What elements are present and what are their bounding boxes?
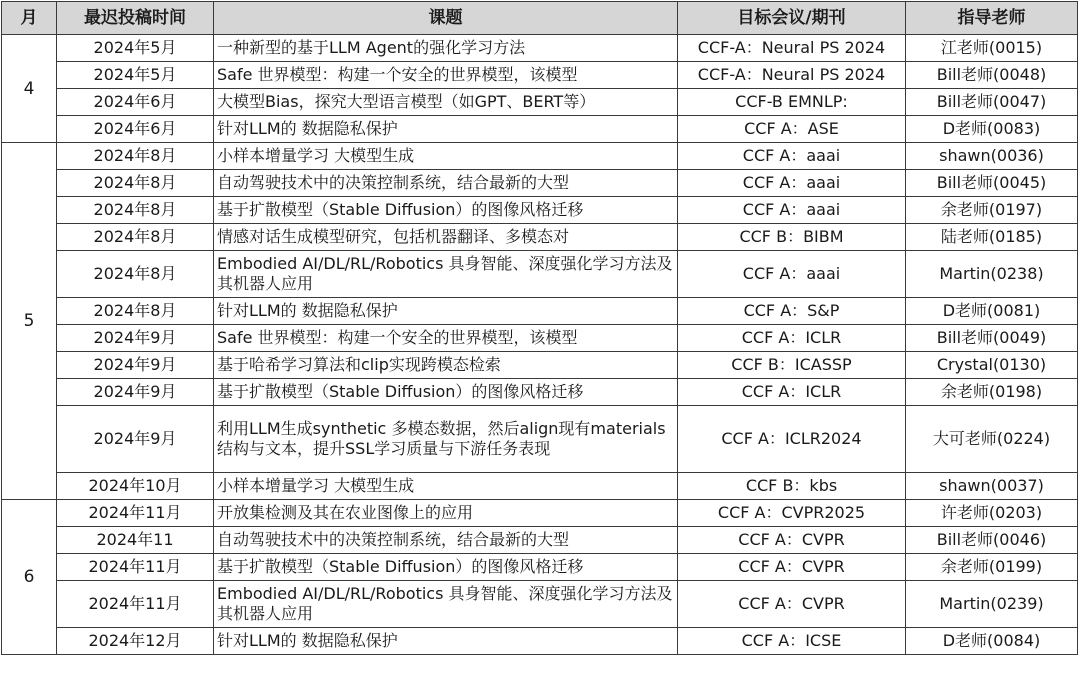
venue-cell: CCF B：ICASSP	[678, 352, 906, 379]
topic-cell: 基于扩散模型（Stable Diffusion）的图像风格迁移	[214, 554, 678, 581]
deadline-cell: 2024年8月	[57, 251, 214, 298]
topic-cell: 一种新型的基于LLM Agent的强化学习方法	[214, 35, 678, 62]
advisor-cell: 余老师(0197)	[906, 197, 1078, 224]
table-row	[2, 197, 1078, 224]
table-row	[2, 473, 1078, 500]
advisor-cell: Bill老师(0048)	[906, 62, 1078, 89]
venue-cell: CCF A：ICLR2024	[678, 406, 906, 473]
deadline-cell: 2024年8月	[57, 224, 214, 251]
topic-cell: Embodied AI/DL/RL/Robotics 具身智能、深度强化学习方法及其机器人应用	[214, 581, 678, 628]
table-row	[2, 224, 1078, 251]
venue-cell: CCF B：BIBM	[678, 224, 906, 251]
venue-cell: CCF A：ICLR	[678, 379, 906, 406]
header-month: 月	[2, 2, 57, 35]
table-row	[2, 554, 1078, 581]
table-row	[2, 143, 1078, 170]
deadline-cell: 2024年11月	[57, 581, 214, 628]
deadline-cell: 2024年5月	[57, 35, 214, 62]
deadline-cell: 2024年6月	[57, 116, 214, 143]
topic-cell: 基于扩散模型（Stable Diffusion）的图像风格迁移	[214, 197, 678, 224]
advisor-cell: 许老师(0203)	[906, 500, 1078, 527]
venue-cell: CCF A：S&P	[678, 298, 906, 325]
table-body	[2, 35, 1078, 655]
advisor-cell: Bill老师(0045)	[906, 170, 1078, 197]
deadline-cell: 2024年9月	[57, 352, 214, 379]
topic-cell: Embodied AI/DL/RL/Robotics 具身智能、深度强化学习方法及其机器人应用	[214, 251, 678, 298]
venue-cell: CCF A：ASE	[678, 116, 906, 143]
advisor-cell: Bill老师(0047)	[906, 89, 1078, 116]
topic-cell: 小样本增量学习 大模型生成	[214, 143, 678, 170]
topic-cell: 针对LLM的 数据隐私保护	[214, 628, 678, 655]
venue-cell: CCF A：aaai	[678, 251, 906, 298]
venue-cell: CCF A：ICSE	[678, 628, 906, 655]
topic-cell: 自动驾驶技术中的决策控制系统，结合最新的大型	[214, 527, 678, 554]
deadline-cell: 2024年8月	[57, 298, 214, 325]
table-row	[2, 62, 1078, 89]
deadline-cell: 2024年6月	[57, 89, 214, 116]
advisor-cell: 陆老师(0185)	[906, 224, 1078, 251]
topic-cell: 自动驾驶技术中的决策控制系统，结合最新的大型	[214, 170, 678, 197]
venue-cell: CCF A：aaai	[678, 170, 906, 197]
topic-cell: 基于哈希学习算法和clip实现跨模态检索	[214, 352, 678, 379]
table-row	[2, 628, 1078, 655]
table-row	[2, 116, 1078, 143]
topic-cell: Safe 世界模型：构建一个安全的世界模型，该模型	[214, 325, 678, 352]
topic-cell: 针对LLM的 数据隐私保护	[214, 116, 678, 143]
advisor-cell: 江老师(0015)	[906, 35, 1078, 62]
topic-cell: 开放集检测及其在农业图像上的应用	[214, 500, 678, 527]
venue-cell: CCF A：aaai	[678, 197, 906, 224]
advisor-cell: Bill老师(0049)	[906, 325, 1078, 352]
month-cell: 5	[2, 143, 57, 500]
header-topic: 课题	[214, 2, 678, 35]
topic-cell: Safe 世界模型：构建一个安全的世界模型，该模型	[214, 62, 678, 89]
header-venue: 目标会议/期刊	[678, 2, 906, 35]
deadline-cell: 2024年11月	[57, 554, 214, 581]
topic-cell: 情感对话生成模型研究，包括机器翻译、多模态对	[214, 224, 678, 251]
deadline-cell: 2024年8月	[57, 170, 214, 197]
venue-cell: CCF-A：Neural PS 2024	[678, 35, 906, 62]
deadline-cell: 2024年11月	[57, 500, 214, 527]
table-row	[2, 89, 1078, 116]
deadline-cell: 2024年9月	[57, 379, 214, 406]
advisor-cell: D老师(0083)	[906, 116, 1078, 143]
header-deadline: 最迟投稿时间	[57, 2, 214, 35]
month-cell: 4	[2, 35, 57, 143]
header-advisor: 指导老师	[906, 2, 1078, 35]
table-row	[2, 251, 1078, 298]
advisor-cell: shawn(0037)	[906, 473, 1078, 500]
venue-cell: CCF A：CVPR2025	[678, 500, 906, 527]
deadline-cell: 2024年12月	[57, 628, 214, 655]
venue-cell: CCF A：CVPR	[678, 581, 906, 628]
table-header-row	[2, 2, 1078, 35]
deadline-cell: 2024年5月	[57, 62, 214, 89]
table-row	[2, 527, 1078, 554]
advisor-cell: shawn(0036)	[906, 143, 1078, 170]
table-row	[2, 170, 1078, 197]
month-cell: 6	[2, 500, 57, 655]
venue-cell: CCF A：CVPR	[678, 554, 906, 581]
advisor-cell: Crystal(0130)	[906, 352, 1078, 379]
advisor-cell: 余老师(0198)	[906, 379, 1078, 406]
venue-cell: CCF A：aaai	[678, 143, 906, 170]
advisor-cell: D老师(0081)	[906, 298, 1078, 325]
advisor-cell: 余老师(0199)	[906, 554, 1078, 581]
venue-cell: CCF-B EMNLP:	[678, 89, 906, 116]
advisor-cell: Martin(0238)	[906, 251, 1078, 298]
table-row	[2, 325, 1078, 352]
deadline-cell: 2024年8月	[57, 197, 214, 224]
venue-cell: CCF A：ICLR	[678, 325, 906, 352]
deadline-cell: 2024年11	[57, 527, 214, 554]
topic-cell: 利用LLM生成synthetic 多模态数据，然后align现有materials结构与文本，提升SSL学习质量与下游任务表现	[214, 406, 678, 473]
deadline-cell: 2024年9月	[57, 406, 214, 473]
venue-cell: CCF B：kbs	[678, 473, 906, 500]
table-row	[2, 500, 1078, 527]
advisor-cell: Martin(0239)	[906, 581, 1078, 628]
advisor-cell: D老师(0084)	[906, 628, 1078, 655]
deadline-cell: 2024年9月	[57, 325, 214, 352]
deadline-cell: 2024年8月	[57, 143, 214, 170]
table-row	[2, 379, 1078, 406]
table-row	[2, 352, 1078, 379]
topic-cell: 针对LLM的 数据隐私保护	[214, 298, 678, 325]
table-row	[2, 35, 1078, 62]
venue-cell: CCF A：CVPR	[678, 527, 906, 554]
topic-cell: 基于扩散模型（Stable Diffusion）的图像风格迁移	[214, 379, 678, 406]
topic-cell: 大模型Bias，探究大型语言模型（如GPT、BERT等）	[214, 89, 678, 116]
advisor-cell: Bill老师(0046)	[906, 527, 1078, 554]
table-row	[2, 298, 1078, 325]
table-row	[2, 406, 1078, 473]
table-row	[2, 581, 1078, 628]
venue-cell: CCF-A：Neural PS 2024	[678, 62, 906, 89]
topic-cell: 小样本增量学习 大模型生成	[214, 473, 678, 500]
advisor-cell: 大可老师(0224)	[906, 406, 1078, 473]
submission-schedule-table	[1, 1, 1078, 655]
deadline-cell: 2024年10月	[57, 473, 214, 500]
